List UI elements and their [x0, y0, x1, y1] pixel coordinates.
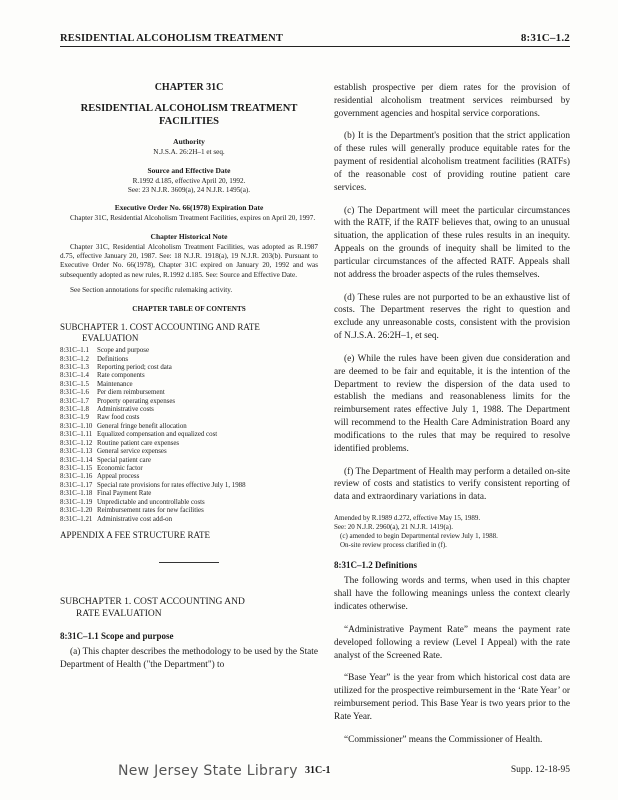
library-stamp: New Jersey State Library [118, 763, 298, 779]
paragraph-a-continued: establish prospective per diem rates for the provision of residential alcoholism treatment services reimbursed by government agencies and hospital service corporations. [334, 83, 570, 119]
toc-entry-number: 8:31C–1.4 [60, 372, 89, 380]
page-number: 31C-1 [305, 765, 331, 776]
source-line-2: See: 23 N.J.R. 3609(a), 24 N.J.R. 1495(a). [127, 185, 251, 194]
toc-appendix: APPENDIX A FEE STRUCTURE RATE [60, 529, 211, 540]
toc-entry-title: Equalized compensation and equalized cost [97, 431, 218, 439]
section-divider [159, 562, 219, 563]
toc-entry-title: Reimbursement rates for new facilities [97, 507, 204, 515]
toc-entry [60, 406, 318, 414]
paragraph-e: (e) While the rules have been given due consideration and are deemed to be fair and equitable, it is the intention of the Department to review the dispersion of the data used to establish the medians and reasonableness limits for the reimbursement rates effective July 1, 1988. The Department will recommend to the Health Care Administration Board any modifications to the rules that may be required to resolve identified problems. [334, 353, 570, 454]
toc-entry-number: 8:31C–1.2 [60, 355, 89, 363]
toc-entry [60, 423, 318, 431]
toc-entry-number: 8:31C–1.1 [60, 347, 89, 355]
toc-list [60, 347, 318, 524]
toc-entry [60, 356, 318, 364]
toc-entry [60, 457, 318, 465]
toc-entry-number: 8:31C–1.15 [60, 464, 93, 472]
definition-administrative-payment-rate: “Administrative Payment Rate” means the payment rate developed following a review (Level I Appeal) with the rate analyst of the Screened Rate. [334, 624, 570, 661]
toc-entry-number: 8:31C–1.19 [60, 498, 93, 506]
toc-entry-number: 8:31C–1.17 [60, 481, 93, 489]
toc-entry-number: 8:31C–1.20 [60, 507, 93, 515]
toc-entry-number: 8:31C–1.14 [60, 456, 93, 464]
toc-entry [60, 389, 318, 397]
toc-entry [60, 507, 318, 515]
toc-entry [60, 381, 318, 389]
toc-entry-title: Scope and purpose [97, 347, 150, 355]
toc-entry-title: Reporting period; cost data [97, 363, 172, 371]
page-footer [0, 763, 618, 787]
supplement-date: Supp. 12-18-95 [510, 765, 570, 775]
toc-entry-number: 8:31C–1.3 [60, 363, 89, 371]
toc-entry-title: Definitions [97, 355, 129, 363]
authority-heading: Authority [173, 137, 205, 147]
paragraph-a: (a) This chapter describes the methodology to be used by the State Department of Health ("the Department") to [60, 646, 318, 670]
executive-order-heading: Executive Order No. 66(1978) Expiration Date [114, 203, 264, 213]
running-header-section: 8:31C–1.2 [520, 32, 570, 44]
executive-order-text: Chapter 31C, Residential Alcoholism Treatment Facilities, expires on April 20, 1997. [70, 214, 316, 223]
toc-entry [60, 431, 318, 439]
definition-base-year: “Base Year” is the year from which historical cost data are utilized for the prospective reimbursement in the ‘Rate Year’ or reimbursement period. This Base Year is two years prior to the Rate Year. [334, 673, 570, 722]
toc-entry-number: 8:31C–1.21 [60, 515, 93, 523]
toc-entry-title: Special patient care [97, 456, 151, 464]
toc-entry-number: 8:31C–1.11 [60, 431, 93, 439]
chapter-title: RESIDENTIAL ALCOHOLISM TREATMENT FACILITIES [80, 103, 298, 128]
historical-note-heading: Chapter Historical Note [150, 231, 228, 241]
toc-entry [60, 482, 318, 490]
toc-entry-number: 8:31C–1.18 [60, 490, 93, 498]
paragraph-f: (f) The Department of Health may perform a detailed on-site review of costs and statistics to verify consistent reporting of data and extraordinary variations in data. [334, 466, 570, 503]
toc-entry [60, 440, 318, 448]
toc-entry [60, 516, 318, 524]
chapter-number: CHAPTER 31C [154, 82, 224, 93]
toc-entry-title: Maintenance [97, 380, 133, 388]
toc-entry-number: 8:31C–1.9 [60, 414, 89, 422]
toc-entry-number: 8:31C–1.16 [60, 473, 93, 481]
section-heading-scope: 8:31C–1.1 Scope and purpose [60, 630, 174, 641]
toc-entry-title: Administrative cost add-on [97, 515, 173, 523]
toc-entry-number: 8:31C–1.7 [60, 397, 89, 405]
see-section-note: See Section annotations for specific rulemaking activity. [70, 286, 233, 295]
toc-entry-title: Economic factor [97, 464, 143, 472]
toc-entry-title: Routine patient care expenses [97, 439, 180, 447]
toc-entry [60, 448, 318, 456]
source-line-1: R.1992 d.185, effective April 20, 1992. [132, 176, 246, 185]
toc-entry-title: General fringe benefit allocation [97, 422, 187, 430]
toc-entry [60, 372, 318, 380]
toc-entry-title: Final Payment Rate [97, 490, 152, 498]
toc-entry [60, 364, 318, 372]
toc-entry [60, 398, 318, 406]
toc-entry-title: Special rate provisions for rates effective July 1, 1988 [97, 481, 246, 489]
definition-commissioner: “Commissioner” means the Commissioner of Health. [344, 734, 543, 745]
toc-subchapter-heading: SUBCHAPTER 1. COST ACCOUNTING AND RATE EVALUATION [60, 322, 260, 344]
toc-entry-title: General service expenses [97, 448, 167, 456]
toc-entry-title: Property operating expenses [97, 397, 176, 405]
running-header-title: RESIDENTIAL ALCOHOLISM TREATMENT [60, 33, 284, 44]
toc-entry [60, 473, 318, 481]
toc-entry-title: Administrative costs [97, 406, 154, 414]
left-column [60, 82, 318, 681]
toc-entry-number: 8:31C–1.12 [60, 439, 93, 447]
paragraph-d: (d) These rules are not purported to be an exhaustive list of costs. The Department reserves the right to question and exclude any unreasonable costs, consistent with the provision of N.J.S.A. 26:2H–1, et seq. [334, 292, 570, 342]
amendment-note: Amended by R.1989 d.272, effective May 15, 1989. See: 20 N.J.R. 2960(a), 21 N.J.R. 1419(a). (c) amended to begin Departmental review July 1, 1988. On-site review process clarified in (f). [334, 514, 498, 550]
toc-entry-number: 8:31C–1.13 [60, 448, 93, 456]
running-header [60, 30, 570, 47]
toc-entry-number: 8:31C–1.6 [60, 389, 89, 397]
section-heading-definitions: 8:31C–1.2 Definitions [334, 560, 417, 571]
toc-entry-title: Rate components [97, 372, 145, 380]
toc-entry [60, 465, 318, 473]
paragraph-c: (c) The Department will meet the particular circumstances with the RATF, if the RATF believes that, owing to an unusual situation, the application of these rules results in an inequity. Appeals on the grounds of inequity shall be limited to the particular circumstances of the affected RATF. Appeals shall not address the broader aspects of the rules themselves. [334, 205, 570, 280]
subchapter-heading: SUBCHAPTER 1. COST ACCOUNTING AND RATE EVALUATION [60, 596, 245, 619]
definitions-intro: The following words and terms, when used in this chapter shall have the following meanings unless the context clearly indicates otherwise. [334, 576, 570, 613]
toc-entry [60, 499, 318, 507]
toc-entry [60, 414, 318, 422]
toc-entry-number: 8:31C–1.10 [60, 422, 93, 430]
toc-entry-title: Appeal process [97, 473, 140, 481]
toc-entry [60, 347, 318, 355]
source-heading: Source and Effective Date [147, 165, 231, 175]
toc-entry-title: Unpredictable and uncontrollable costs [97, 498, 205, 506]
historical-note-text: Chapter 31C, Residential Alcoholism Treatment Facilities, was adopted as R.1987 d.75, effective January 20, 1987. See: 18 N.J.R. 1918(a), 19 N.J.R. 203(b). Pursuant to Executive Order No. 66(1978), Chapter 31C expired on January 20, 1992 and was subsequently adopted as new rules, R.1992 d.185. See: Source and Effective Date. [60, 242, 318, 279]
paragraph-b: (b) It is the Department's position that the strict application of these rules will generally produce equitable rates for the payment of residential alcoholism treatment facilities (RATFs) of the reasonable cost of providing routine patient care services. [334, 131, 570, 193]
toc-entry-number: 8:31C–1.5 [60, 380, 89, 388]
toc-entry-title: Per diem reimbursement [97, 389, 165, 397]
right-column [334, 82, 570, 757]
toc-entry-title: Raw food costs [97, 414, 140, 422]
toc-title: CHAPTER TABLE OF CONTENTS [132, 305, 246, 314]
authority-text: N.J.S.A. 26:2H–1 et seq. [153, 148, 225, 157]
toc-entry-number: 8:31C–1.8 [60, 406, 89, 414]
toc-entry [60, 490, 318, 498]
